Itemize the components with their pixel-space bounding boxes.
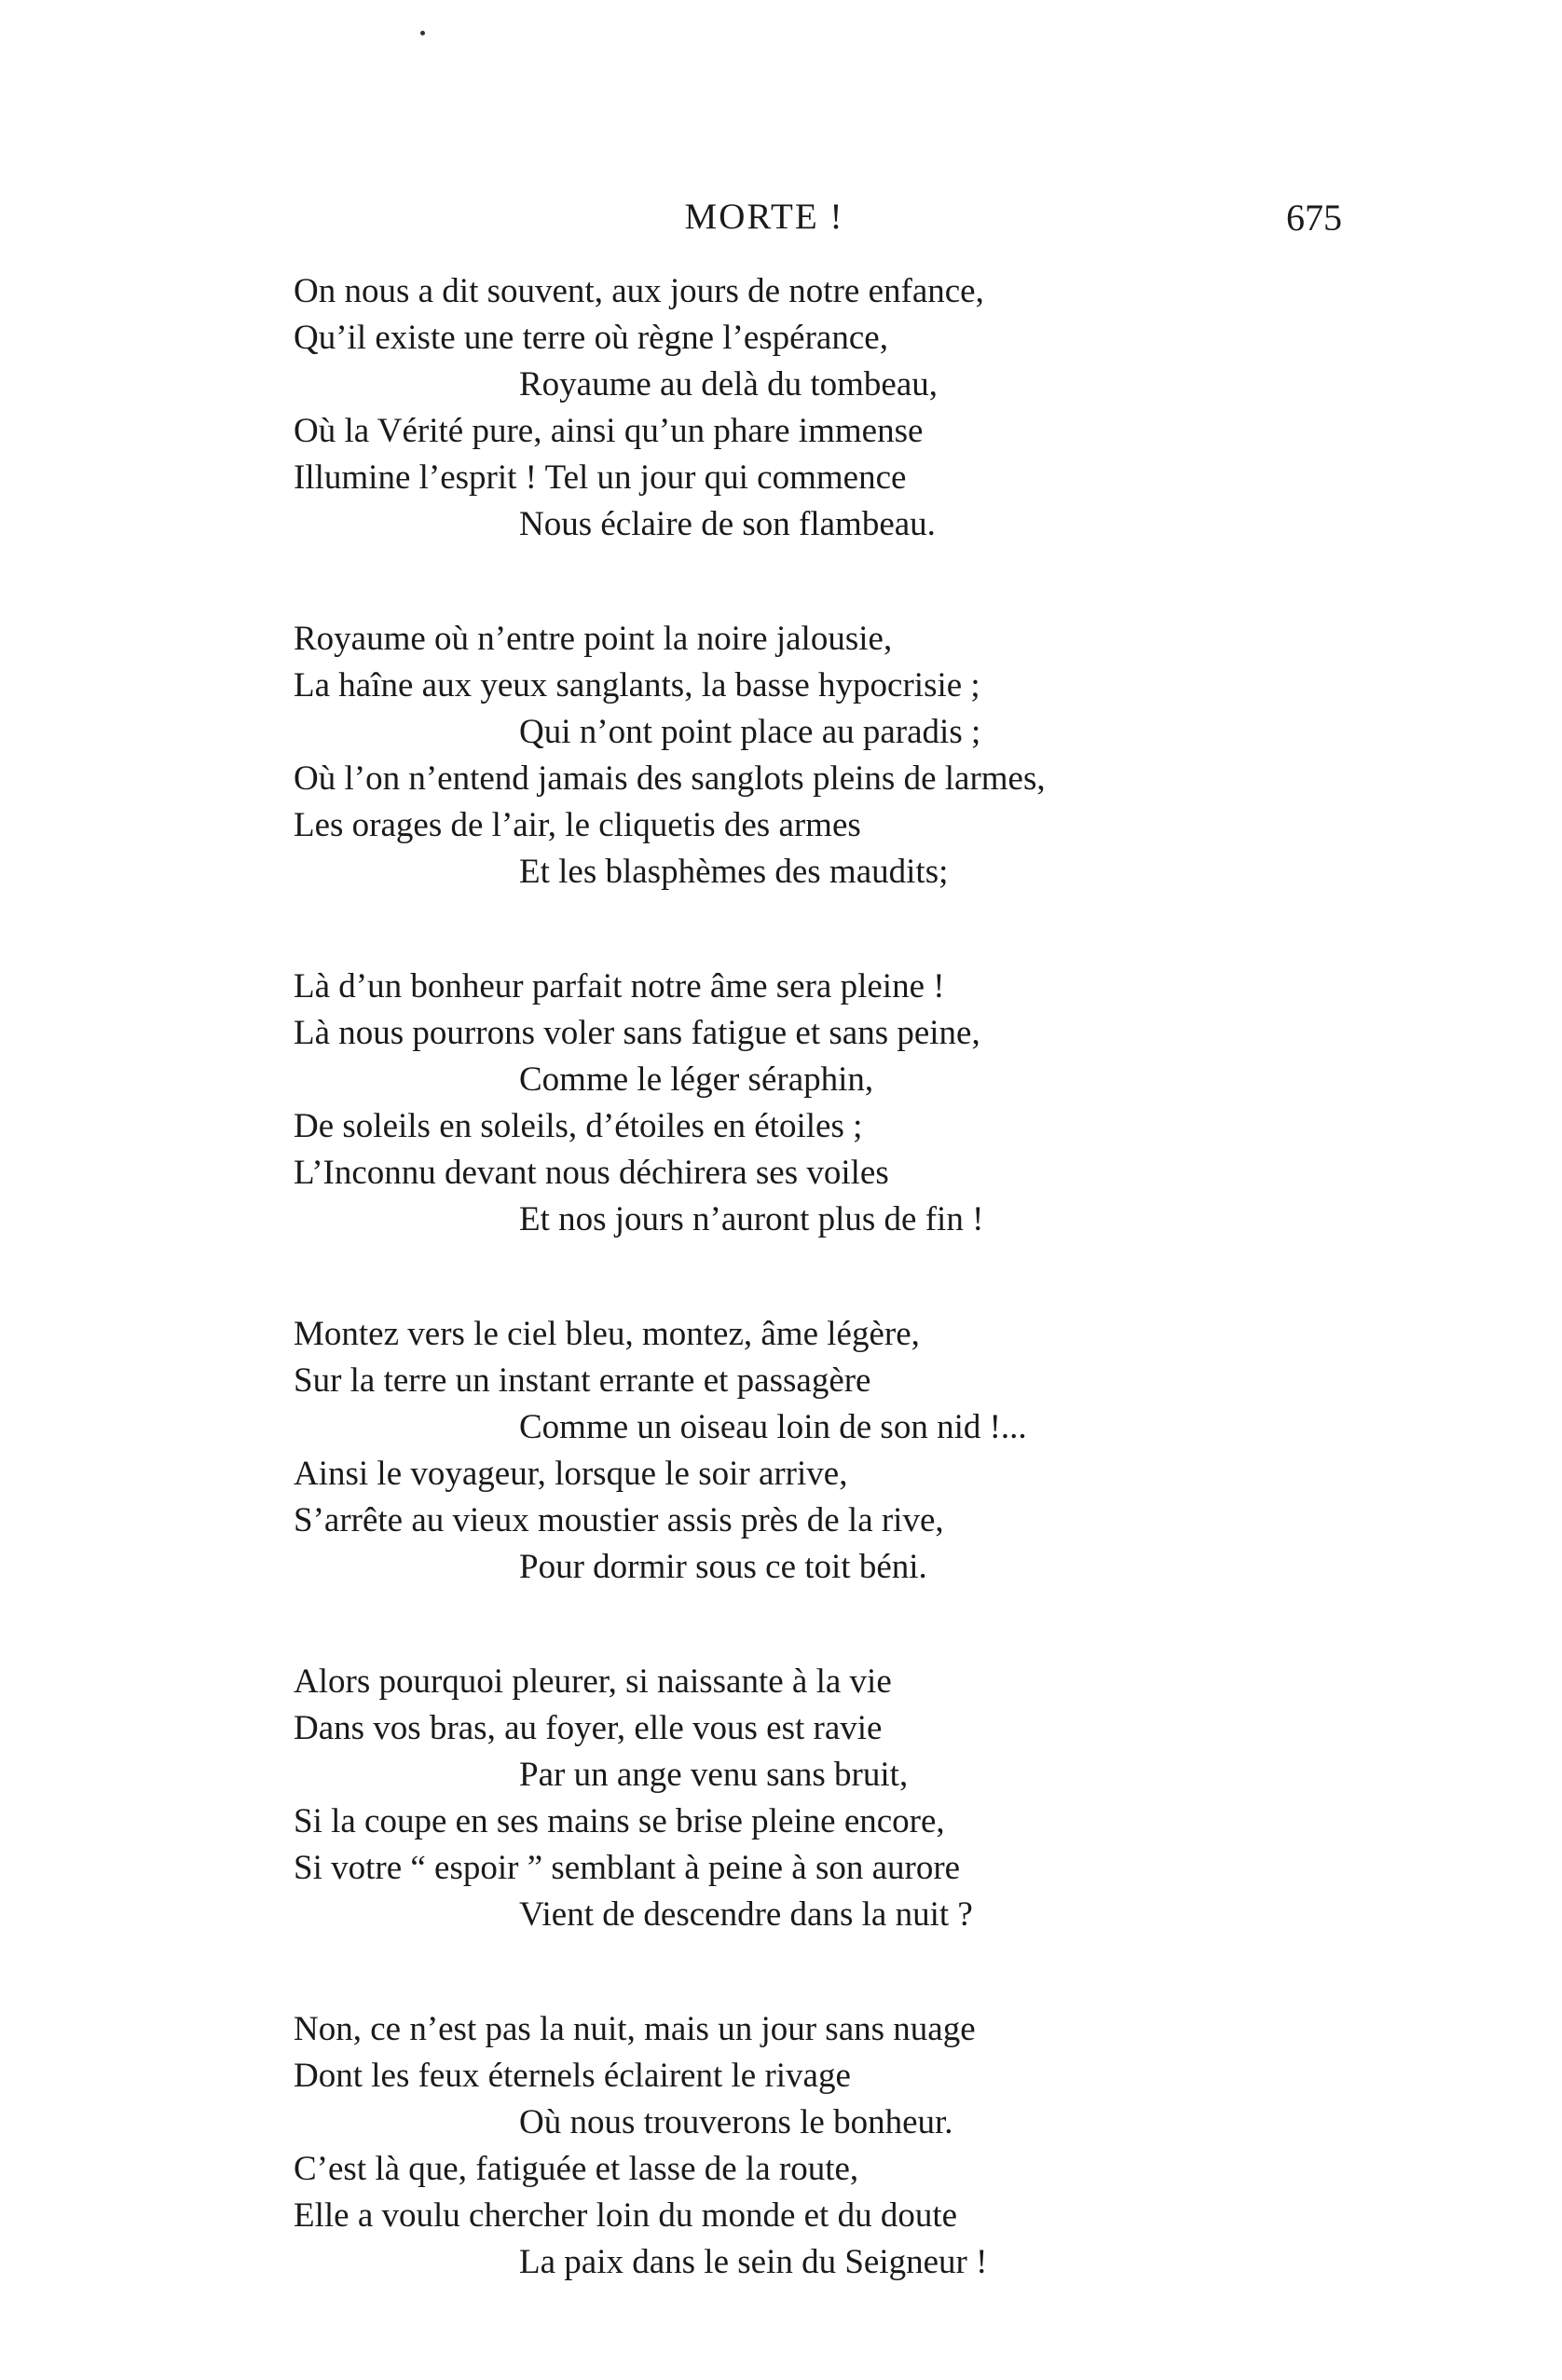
print-speck — [420, 31, 425, 35]
poem-line: C’est là que, fatiguée et lasse de la route, — [294, 2150, 859, 2188]
poem-line: Ainsi le voyageur, lorsque le soir arrive, — [294, 1455, 848, 1493]
poem-line: Où nous trouverons le bonheur. — [519, 2103, 953, 2141]
poem-line: S’arrête au vieux moustier assis près de la rive, — [294, 1501, 944, 1539]
stanza — [294, 1311, 1226, 1591]
stanza — [294, 1659, 1226, 1938]
poem-line: Royaume au delà du tombeau, — [519, 365, 939, 404]
poem-line: Comme un oiseau loin de son nid !... — [519, 1408, 1027, 1446]
poem-line: Pour dormir sous ce toit béni. — [519, 1548, 927, 1586]
poem-line: Nous éclaire de son flambeau. — [519, 505, 936, 543]
poem-line: Illumine l’esprit ! Tel un jour qui commence — [294, 458, 907, 497]
poem-line: Dont les feux éternels éclairent le rivage — [294, 2057, 851, 2095]
poem-line: Qui n’ont point place au paradis ; — [519, 713, 981, 751]
poem-line: Qu’il existe une terre où règne l’espérance, — [294, 319, 888, 357]
poem-line: Dans vos bras, au foyer, elle vous est ravie — [294, 1709, 883, 1747]
running-title: MORTE ! — [684, 197, 844, 237]
poem-line: Les orages de l’air, le cliquetis des armes — [294, 806, 861, 844]
poem-line: De soleils en soleils, d’étoiles en étoiles ; — [294, 1107, 863, 1145]
poem-line: Elle a voulu chercher loin du monde et du doute — [294, 2196, 958, 2235]
poem-line: La paix dans le sein du Seigneur ! — [519, 2243, 988, 2281]
stanza — [294, 616, 1226, 896]
poem-line: Où la Vérité pure, ainsi qu’un phare immense — [294, 412, 924, 450]
poem-line: Si votre “ espoir ” semblant à peine à son aurore — [294, 1849, 961, 1887]
stanza — [294, 2006, 1226, 2286]
poem-line: Là nous pourrons voler sans fatigue et sans peine, — [294, 1014, 980, 1052]
poem-line: Montez vers le ciel bleu, montez, âme légère, — [294, 1315, 920, 1353]
poem-line: Et les blasphèmes des maudits; — [519, 853, 949, 891]
poem-line: Royaume où n’entre point la noire jalousie, — [294, 620, 893, 658]
poem-line: Non, ce n’est pas la nuit, mais un jour sans nuage — [294, 2010, 976, 2048]
poem-line: L’Inconnu devant nous déchirera ses voiles — [294, 1154, 889, 1192]
poem-line: Où l’on n’entend jamais des sanglots pleins de larmes, — [294, 759, 1046, 798]
poem-line: Par un ange venu sans bruit, — [519, 1756, 909, 1794]
poem-line: Alors pourquoi pleurer, si naissante à la vie — [294, 1662, 892, 1701]
poem-line: Et nos jours n’auront plus de fin ! — [519, 1200, 984, 1238]
stanza — [294, 964, 1226, 1243]
poem-line: Si la coupe en ses mains se brise pleine encore, — [294, 1802, 945, 1840]
poem — [294, 268, 1226, 2354]
poem-line: Là d’un bonheur parfait notre âme sera pleine ! — [294, 967, 945, 1005]
stanza — [294, 268, 1226, 548]
poem-line: Comme le léger séraphin, — [519, 1060, 874, 1099]
poem-line: Sur la terre un instant errante et passagère — [294, 1361, 871, 1400]
poem-line: On nous a dit souvent, aux jours de notre enfance, — [294, 272, 984, 310]
poem-line: La haîne aux yeux sanglants, la basse hypocrisie ; — [294, 666, 980, 704]
poem-line: Vient de descendre dans la nuit ? — [519, 1895, 973, 1934]
page-number: 675 — [1286, 197, 1342, 239]
